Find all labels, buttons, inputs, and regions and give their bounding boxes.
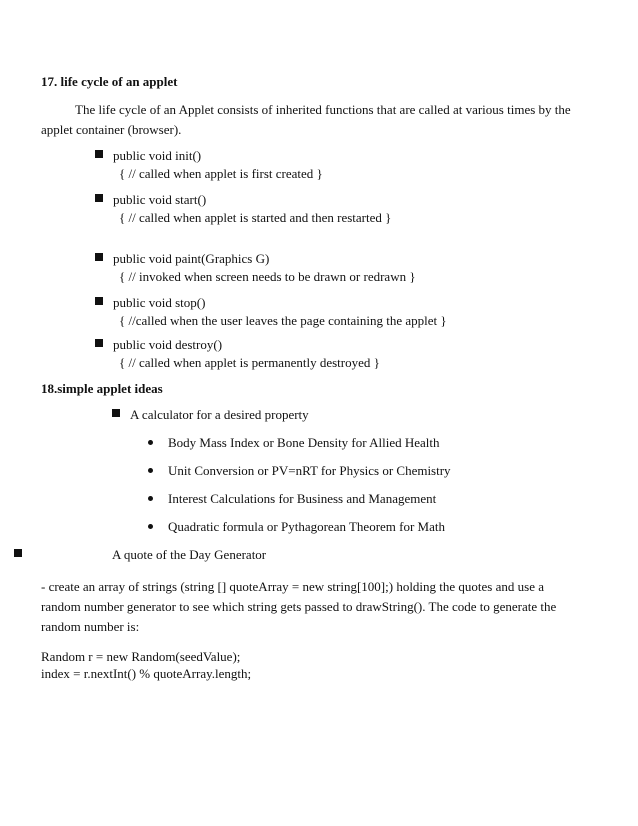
- description-line2: random number generator to see which string gets passed to drawString(). The code to generate the: [41, 599, 557, 614]
- method-body: { // called when applet is permanently destroyed }: [119, 355, 380, 370]
- round-bullet-icon: [148, 524, 153, 529]
- method-signature: public void start(): [113, 192, 207, 207]
- square-bullet-icon: [95, 150, 103, 158]
- square-bullet-icon: [95, 339, 103, 347]
- idea-item-quote-generator: A quote of the Day Generator: [112, 547, 267, 562]
- section-17-intro-line2: applet container (browser).: [41, 122, 182, 137]
- method-signature: public void paint(Graphics G): [113, 251, 270, 266]
- round-bullet-icon: [148, 496, 153, 501]
- method-body: { //called when the user leaves the page containing the applet }: [119, 313, 447, 328]
- round-bullet-icon: [148, 468, 153, 473]
- method-signature: public void init(): [113, 148, 202, 163]
- section-17-intro-line1: The life cycle of an Applet consists of inherited functions that are called at various times by the: [75, 102, 571, 117]
- method-body: { // invoked when screen needs to be drawn or redrawn }: [119, 269, 416, 284]
- description-line3: random number is:: [41, 619, 140, 634]
- round-bullet-icon: [148, 440, 153, 445]
- square-bullet-icon: [112, 409, 120, 417]
- code-line1: Random r = new Random(seedValue);: [41, 649, 241, 664]
- idea-text: A calculator for a desired property: [130, 407, 309, 422]
- list-item-text: Unit Conversion or PV=nRT for Physics or Chemistry: [168, 463, 451, 478]
- square-bullet-icon: [95, 297, 103, 305]
- description-line1: - create an array of strings (string [] quoteArray = new string[100];) holding the quotes and use a: [41, 579, 544, 594]
- section-18-heading: 18.simple applet ideas: [41, 381, 163, 396]
- code-line2: index = r.nextInt() % quoteArray.length;: [41, 666, 252, 681]
- method-body: { // called when applet is started and then restarted }: [119, 210, 392, 225]
- method-signature: public void destroy(): [113, 337, 223, 352]
- method-body: { // called when applet is first created }: [119, 166, 323, 181]
- list-item-text: Quadratic formula or Pythagorean Theorem for Math: [168, 519, 445, 534]
- square-bullet-icon: [14, 549, 22, 557]
- square-bullet-icon: [95, 253, 103, 261]
- list-item-text: Body Mass Index or Bone Density for Allied Health: [168, 435, 440, 450]
- section-17-heading: 17. life cycle of an applet: [41, 74, 178, 89]
- list-item-text: Interest Calculations for Business and Management: [168, 491, 437, 506]
- square-bullet-icon: [95, 194, 103, 202]
- method-signature: public void stop(): [113, 295, 206, 310]
